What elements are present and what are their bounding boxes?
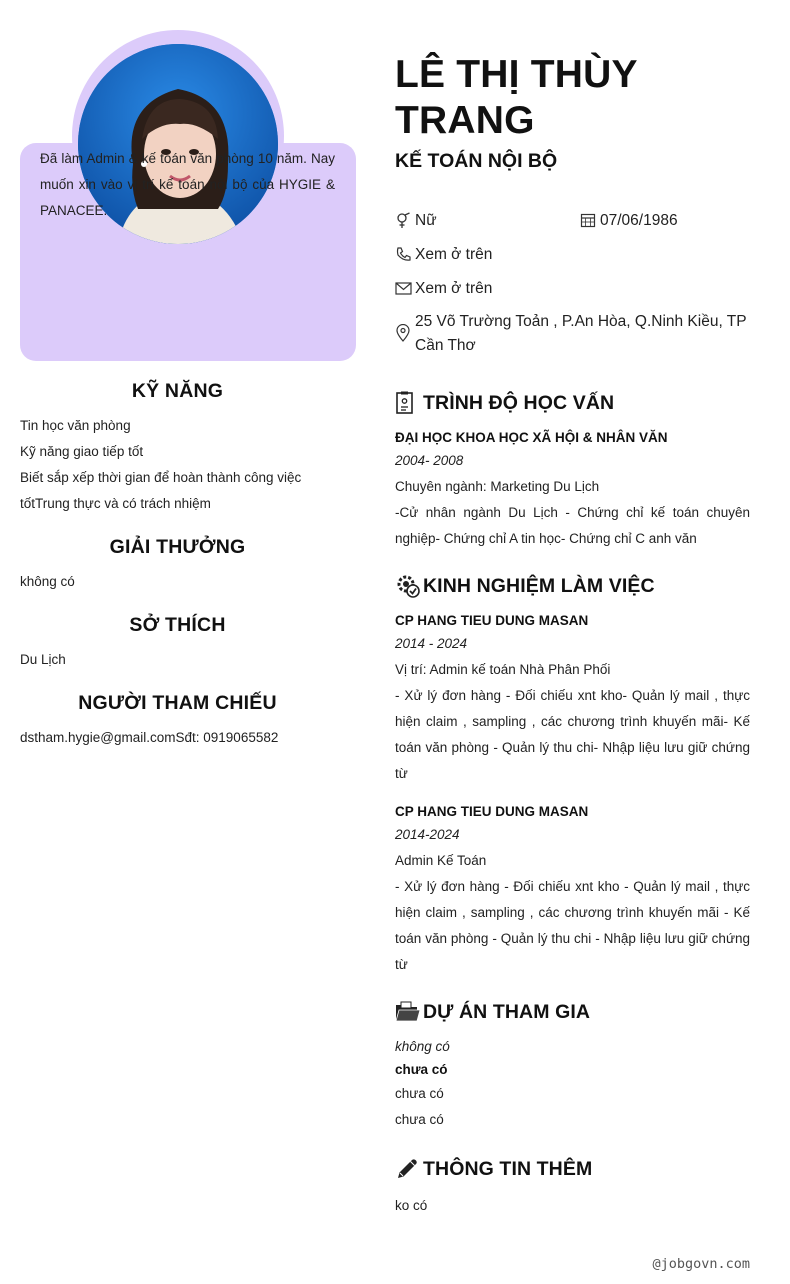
experience-title: KINH NGHIỆM LÀM VIỆC: [423, 574, 655, 597]
extra-info-text: ko có: [395, 1198, 428, 1213]
gender-value: Nữ: [415, 212, 437, 229]
extra-info-title: THÔNG TIN THÊM: [423, 1157, 593, 1180]
education-entry: [395, 428, 750, 552]
extra-info-header: [395, 1156, 592, 1182]
phone-row: [395, 243, 492, 267]
job-position: Admin Kế Toán: [395, 853, 487, 868]
education-details: -Cử nhân ngành Du Lịch - Chứng chỉ kế toán chuyên nghiệp- Chứng chỉ A tin học- Chứng chỉ C anh văn: [395, 505, 750, 546]
email-value: Xem ở trên: [415, 280, 493, 297]
project-period: không có: [395, 1039, 450, 1054]
education-header: [395, 390, 614, 416]
address-row: [395, 310, 750, 358]
full-name: LÊ THỊ THÙY TRANG: [395, 53, 637, 142]
project-line: chưa có: [395, 1086, 444, 1101]
experience-entry: [395, 611, 750, 787]
education-major: Chuyên ngành: Marketing Du Lịch: [395, 479, 600, 494]
references-section: [20, 692, 320, 751]
gear-check-icon: [395, 573, 423, 599]
phone-icon: [395, 243, 415, 265]
school-name: ĐẠI HỌC KHOA HỌC XÃ HỘI & NHÂN VĂN: [395, 430, 668, 445]
address-value: 25 Võ Trường Toản , P.An Hòa, Q.Ninh Kiều, TP Cần Thơ: [415, 313, 747, 354]
awards-text: không có: [20, 574, 75, 589]
hobbies-title: SỞ THÍCH: [129, 614, 226, 636]
birthday-row: [580, 209, 678, 233]
pencil-icon: [395, 1156, 423, 1182]
awards-title: GIẢI THƯỞNG: [109, 536, 246, 558]
project-name: chưa có: [395, 1062, 448, 1077]
watermark: @jobgovn.com: [652, 1256, 750, 1272]
skills-section: [20, 380, 320, 517]
job-title: KẾ TOÁN NỘI BỘ: [395, 150, 558, 172]
references-text: dstham.hygie@gmail.comSđt: 0919065582: [20, 730, 279, 745]
education-period: 2004- 2008: [395, 453, 464, 468]
job-period: 2014 - 2024: [395, 636, 468, 651]
hobbies-text: Du Lịch: [20, 652, 66, 667]
skill-item: Kỹ năng giao tiếp tốt: [20, 444, 144, 459]
gender-row: [395, 209, 437, 233]
folder-icon: [395, 999, 423, 1025]
birthday-value: 07/06/1986: [600, 212, 678, 229]
job-details: - Xử lý đơn hàng - Đối chiếu xnt kho- Quản lý mail , thực hiện claim , sampling , các chương trình khuyến mãi- Kế toán văn phòng - Quản lý thu chi- Nhập liệu lưu giữ chứng từ: [395, 688, 750, 781]
hobbies-section: [20, 614, 320, 673]
extra-info-entry: [395, 1193, 750, 1219]
project-line: chưa có: [395, 1112, 444, 1127]
mail-icon: [395, 277, 415, 299]
skill-item: Tin học văn phòng: [20, 418, 131, 433]
projects-entry: [395, 1035, 750, 1133]
job-period: 2014-2024: [395, 827, 460, 842]
job-position: Vị trí: Admin kế toán Nhà Phân Phối: [395, 662, 611, 677]
gender-icon: [395, 209, 415, 231]
company-name: CP HANG TIEU DUNG MASAN: [395, 804, 589, 819]
awards-section: [20, 536, 320, 595]
company-name: CP HANG TIEU DUNG MASAN: [395, 613, 589, 628]
job-details: - Xử lý đơn hàng - Đối chiếu xnt kho - Quản lý mail , thực hiện claim , sampling , các chương trình khuyến mãi - Kế toán văn phòng - Quản lý thu chi - Nhập liệu lưu giữ chứng từ: [395, 879, 750, 972]
skills-title: KỸ NĂNG: [131, 380, 224, 402]
location-pin-icon: [395, 310, 415, 356]
experience-entry: [395, 802, 750, 978]
phone-value: Xem ở trên: [415, 246, 493, 263]
education-icon: [395, 390, 423, 416]
skill-item: Biết sắp xếp thời gian để hoàn thành công việc tốtTrung thực và có trách nhiệm: [20, 470, 302, 511]
experience-header: [395, 573, 655, 599]
references-title: NGƯỜI THAM CHIẾU: [78, 692, 277, 714]
projects-title: DỰ ÁN THAM GIA: [423, 1000, 591, 1023]
intro-text: Đã làm Admin & kế toán văn phòng 10 năm. Nay muốn xin vào vị trí kế toán nội bộ của HYGIE & PANACEE.: [40, 151, 335, 218]
email-row: [395, 277, 492, 301]
projects-header: [395, 999, 590, 1025]
calendar-icon: [580, 209, 600, 231]
education-title: TRÌNH ĐỘ HỌC VẤN: [423, 391, 615, 414]
